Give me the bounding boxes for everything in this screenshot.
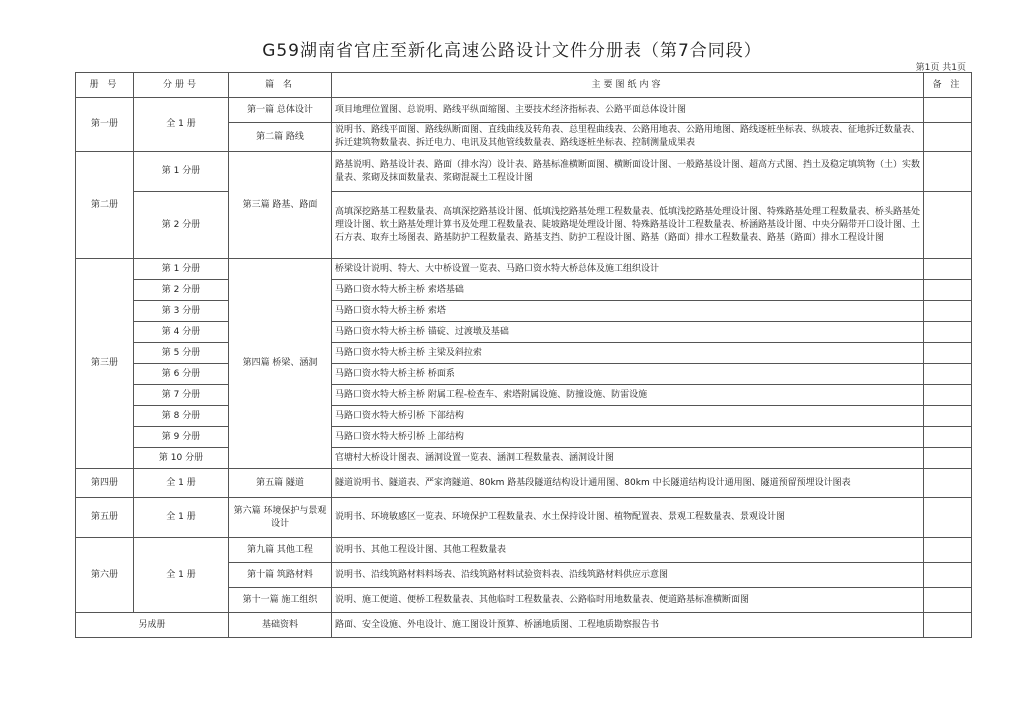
volume-table [75,72,972,638]
content-cell: 路基说明、路基设计表、路面（排水沟）设计表、路基标准横断面图、横断面设计图、一般路基设计图、超高方式图、挡土及稳定填筑物（土）实数量表、浆砌及抹面数量表、浆砌混凝土工程设计图 [332,152,924,192]
chapter-cell: 第十一篇 施工组织 [229,588,332,613]
remark-cell [924,259,972,280]
content-cell: 马路口资水特大桥引桥 下部结构 [332,406,924,427]
page-info: 第1页 共1页 [915,63,966,73]
content-cell: 说明书、路线平面图、路线纵断面图、直线曲线及转角表、总里程曲线表、公路用地表、公路用地图、路线逐桩坐标表、纵坡表、征地拆迁数量表、拆迁建筑物数量表、拆迁电力、电讯及其他管线数量表、路线逐桩坐标表、控制测量成果表 [332,123,924,152]
volume-cell: 第 3 分册 [134,301,229,322]
volume-cell: 第 8 分册 [134,406,229,427]
content-cell: 马路口资水特大桥主桥 桥面系 [332,364,924,385]
chapter-cell: 第二篇 路线 [229,123,332,152]
book-cell: 第四册 [76,469,134,498]
header-content: 主要图纸内容 [332,73,924,98]
remark-cell [924,385,972,406]
chapter-cell: 第十篇 筑路材料 [229,563,332,588]
volume-cell: 全 1 册 [134,469,229,498]
volume-cell: 第 2 分册 [134,192,229,259]
content-cell: 说明、施工便道、便桥工程数量表、其他临时工程数量表、公路临时用地数量表、便道路基标准横断面图 [332,588,924,613]
table-row [76,301,972,322]
content-cell: 马路口资水特大桥主桥 锚碇、过渡墩及基础 [332,322,924,343]
table-row [76,152,972,192]
table-row [76,448,972,469]
remark-cell [924,98,972,123]
volume-cell: 第 1 分册 [134,259,229,280]
remark-cell [924,343,972,364]
chapter-cell: 第三篇 路基、路面 [229,152,332,259]
table-row [76,280,972,301]
header-remark: 备 注 [924,73,972,98]
volume-cell: 全 1 册 [134,498,229,538]
content-cell: 马路口资水特大桥主桥 主梁及斜拉索 [332,343,924,364]
volume-cell: 第 4 分册 [134,322,229,343]
remark-cell [924,613,972,638]
volume-cell: 第 6 分册 [134,364,229,385]
content-cell: 说明书、沿线筑路材料料场表、沿线筑路材料试验资料表、沿线筑路材料供应示意图 [332,563,924,588]
table-row [76,322,972,343]
table-row [76,343,972,364]
document-title: G59湖南省官庄至新化高速公路设计文件分册表（第7合同段） [262,41,762,61]
book-cell: 另成册 [76,613,229,638]
chapter-cell: 基础资料 [229,613,332,638]
content-cell: 说明书、环境敏感区一览表、环境保护工程数量表、水土保持设计图、植物配置表、景观工程数量表、景观设计图 [332,498,924,538]
remark-cell [924,469,972,498]
header-row [76,73,972,98]
remark-cell [924,192,972,259]
remark-cell [924,152,972,192]
remark-cell [924,364,972,385]
table-row [76,498,972,538]
table-row [76,98,972,123]
table-row [76,427,972,448]
content-cell: 路面、安全设施、外电设计、施工图设计预算、桥涵地质图、工程地质勘察报告书 [332,613,924,638]
content-cell: 项目地理位置图、总说明、路线平纵面缩图、主要技术经济指标表、公路平面总体设计图 [332,98,924,123]
table-row [76,364,972,385]
header-book: 册 号 [76,73,134,98]
remark-cell [924,427,972,448]
remark-cell [924,563,972,588]
content-cell: 桥梁设计说明、特大、大中桥设置一览表、马路口资水特大桥总体及施工组织设计 [332,259,924,280]
remark-cell [924,498,972,538]
content-cell: 马路口资水特大桥主桥 索塔基础 [332,280,924,301]
header-chapter: 篇 名 [229,73,332,98]
remark-cell [924,448,972,469]
content-cell: 马路口资水特大桥主桥 附属工程-检查车、索塔附属设施、防撞设施、防雷设施 [332,385,924,406]
volume-cell: 第 9 分册 [134,427,229,448]
chapter-cell: 第六篇 环境保护与景观设计 [229,498,332,538]
content-cell: 官塘村大桥设计图表、涵洞设置一览表、涵洞工程数量表、涵洞设计图 [332,448,924,469]
volume-cell: 第 7 分册 [134,385,229,406]
remark-cell [924,123,972,152]
remark-cell [924,301,972,322]
volume-cell: 第 10 分册 [134,448,229,469]
volume-cell: 第 5 分册 [134,343,229,364]
table-row [76,192,972,259]
content-cell: 说明书、其他工程设计图、其他工程数量表 [332,538,924,563]
remark-cell [924,588,972,613]
book-cell: 第一册 [76,98,134,152]
book-cell: 第三册 [76,259,134,469]
table-row [76,613,972,638]
table-row [76,538,972,563]
book-cell: 第六册 [76,538,134,613]
book-cell: 第二册 [76,152,134,259]
volume-cell: 全 1 册 [134,538,229,613]
chapter-cell: 第九篇 其他工程 [229,538,332,563]
remark-cell [924,538,972,563]
content-cell: 马路口资水特大桥主桥 索塔 [332,301,924,322]
book-cell: 第五册 [76,498,134,538]
table-row [76,406,972,427]
remark-cell [924,280,972,301]
volume-cell: 第 2 分册 [134,280,229,301]
content-cell: 隧道说明书、隧道表、严家湾隧道、80km 路基段隧道结构设计通用图、80km 中长隧道结构设计通用图、隧道预留预埋设计图表 [332,469,924,498]
chapter-cell: 第一篇 总体设计 [229,98,332,123]
volume-cell: 第 1 分册 [134,152,229,192]
content-cell: 高填深挖路基工程数量表、高填深挖路基设计图、低填浅挖路基处理工程数量表、低填浅挖路基处理设计图、特殊路基处理工程数量表、桥头路基处理设计图、软土路基处理计算书及处理工程数量表、陡坡路堤处理设计图、特殊路基设计工程数量表、桥涵路基设计图、中央分隔带开口设计图、土石方表、取弃土场图表、路基防护工程数量表、路基支挡、防护工程设计图、路基（路面）排水工程数量表、路基（路面）排水工程设计图 [332,192,924,259]
chapter-cell: 第四篇 桥梁、涵洞 [229,259,332,469]
table-row [76,469,972,498]
table-row [76,259,972,280]
table-row [76,385,972,406]
content-cell: 马路口资水特大桥引桥 上部结构 [332,427,924,448]
remark-cell [924,406,972,427]
header-volume: 分册号 [134,73,229,98]
remark-cell [924,322,972,343]
volume-cell: 全 1 册 [134,98,229,152]
chapter-cell: 第五篇 隧道 [229,469,332,498]
